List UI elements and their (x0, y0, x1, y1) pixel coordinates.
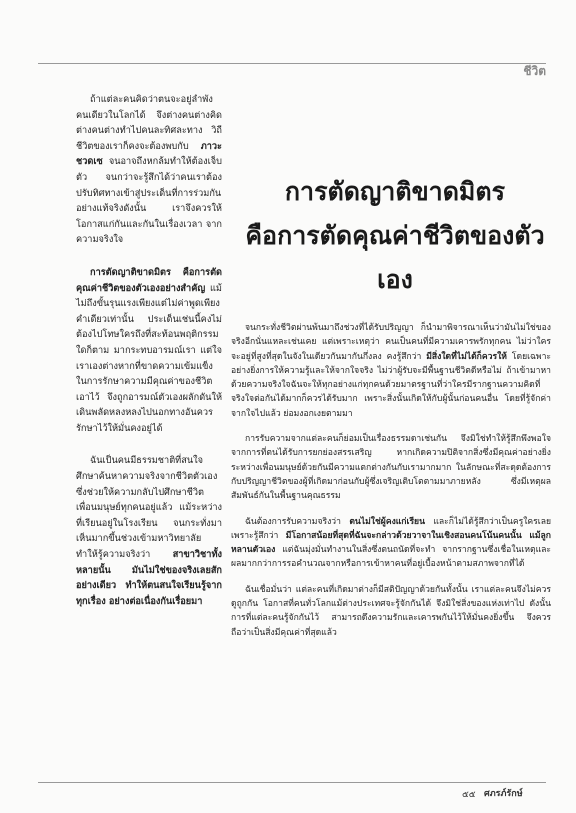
right-paragraph-3: ฉันต้องการรับความจริงว่า ตนไม่ใช่ผู้คงแก่เรียน และก็ไม่ได้รู้สึกว่าเป็นครูใครเลย เพราะรู้สึกว่า มีโอกาสน้อยที่สุดที่ฉันจะกล่าวด้วยวาจาในเชิงสอนคนโน้นคนนั้น แม้ลูกหลานตัวเอง แต่ฉันมุ่งมั่นทำงานในสิ่งซึ่งตนถนัดที่จะทำ จากรากฐานซึ่งเชื่อในเหตุและผลมากกว่าการรอคำนวณจากหรือการเข้าหาคนที่อยู่เบื้องหน้าตามสภาพจากที่ได้ (231, 516, 552, 570)
footer-rule (38, 782, 546, 783)
left-paragraph-1: ถ้าแต่ละคนคิดว่าตนจะอยู่ลำพังคนเดียวในโลกได้ จึงต่างคนต่างคิดต่างคนต่างทำไปคนละทิศละทาง วิถีชีวิตของเราก็คงจะต้องพบกับ ภาวะชวดเซ จนอาจถึงหกล้มทำให้ต้องเจ็บตัว จนกว่าจะรู้สึกได้ว่าคนเราต้องปรับทิศทางเข้าสู่ประเด็นที่การร่วมกันอย่างแท้จริงดังนั้น เราจึงควรให้โอกาสแก่กันและกันในเรื่องเวลา จากความจริงใจ (76, 94, 222, 246)
left-column (76, 92, 222, 626)
headline-line-2: คือการตัดคุณค่าชีวิตของตัวเอง (245, 221, 545, 294)
right-column (231, 321, 551, 651)
header-rule (38, 63, 546, 64)
right-paragraph-2: การรับความจากแต่ละคนก็ย่อมเป็นเรื่องธรรมดาเช่นกัน จึงมิใช่ทำให้รู้สึกพึงพอใจจากการที่ตนได้รับการยกย่องสรรเสริญ หากเกิดความปิติจากสิ่งซึ่งมีคุณค่าอย่างยิ่งระหว่างเพื่อนมนุษย์ด้วยกันมีความแตกต่างกันกับเรามากมาก ในลักษณะที่สะดุดต้องการกับปริญญาชีวิตของผู้ที่เกิดมาก่อนกับผู้ซึ่งเจริญเติบโตตามมาภายหลัง ซึ่งมีเหตุผลสัมพันธ์กันในพื้นฐานคุณธรรม (231, 434, 551, 502)
article-headline (236, 170, 554, 302)
headline-line-1: การตัดญาติขาดมิตร (284, 177, 506, 206)
left-paragraph-3: ฉันเป็นคนมีธรรมชาติที่สนใจศึกษาค้นหาความจริงจากชีวิตตัวเอง ซึ่งช่วยให้ความกลับไปศึกษาชีวิตเพื่อนมนุษย์ทุกคนอยู่แล้ว แม้ระหว่างที่เรียนอยู่ในโรงเรียน จนกระทั่งมาเห็นมากขึ้นช่วงเข้ามหาวิทยาลัย ทำให้รู้ความจริงว่า สาขาวิชาทั้งหลายนั้น มันไม่ใช่ของจริงเลยสักอย่างเดียว ทำให้ตนสนใจเรียนรู้จากทุกเรื่อง อย่างต่อเนื่องกันเรื่อยมา (76, 455, 222, 607)
publisher-logo: ศภรภ์รักษ์ (484, 789, 523, 799)
page-number: ๕๕ (462, 790, 476, 800)
section-tag: ชีวิต (523, 64, 546, 78)
right-paragraph-1: จนกระทั่งชีวิตผ่านพ้นมาถึงช่วงที่ได้รับปริญญา ก็นำมาพิจารณาเห็นว่ามันไม่ใช่ของจริงอีกนั่นแหละเช่นเคย แต่เพราะเหตุว่า คนเป็นคนที่มีความเคารพรักทุกคน ไม่ว่าใครจะอยู่ที่สูงที่สุดในจังในเดียวกันมากันกึ่งลง คงรู้สึกว่า มีสิ่งใดที่ไม่ได้ก็ควรให้ โดยเฉพาะอย่างยิ่งการให้ความรู้และให้จากใจจริง ไม่ว่าผู้รับจะมีพื้นฐานชีวิตดีหรือไม่ ถ้าเข้ามาหาด้วยความจริงใจฉันจะให้ทุกอย่างแก่ทุกคนด้วยมาตรฐานที่ว่าใครมีรากฐานความคิดที่จริงใจต่อกันได้มากก็ควรได้รับมาก เพราะสิ่งนั้นเกิดให้กับผู้นั้นก่อนคนอื่น โดยที่รู้จักค่าจากใจไปแล้ว ย่อมงอกเงยตามมา (231, 323, 552, 419)
right-paragraph-4: ฉันเชื่อมั่นว่า แต่ละคนที่เกิดมาต่างก็มีสติปัญญาด้วยกันทั้งนั้น เราแต่ละคนจึงไม่ควรดูถูกกัน โอกาสที่คนทั่วโลกแม้ต่างประเทศจะรู้จักกันได้ จึงมิใช่สิ่งของแห่งเท่าไป ดังนั้นการที่แต่ละคนรู้จักกันไว้ สามารถดึงความรักและเคารพกันไว้ให้มั่นคงยิ่งขึ้น จึงควรถือว่าเป็นสิ่งมีคุณค่าที่สุดแล้ว (231, 584, 551, 638)
left-paragraph-2: การตัดญาติขาดมิตร คือการตัดคุณค่าชีวิตของตัวเองอย่างสำคัญ แม้ไม่ถึงขั้นรุนแรงเพียงแต่ไม่ค่าพูดเพียงคำเดียวเท่านั้น ประเด็นเช่นนี้คงไม่ต้องไปโทษใครถึงที่สะท้อนพฤติกรรมใดก็ตาม มากระทบอารมณ์เรา แต่ใจเราเองต่างหากที่ขาดความเข้มแข็งในการรักษาความมีคุณค่าของชีวิตเอาไว้ จึงถูกอารมณ์ตัวเองผลักดันให้เดินพลัดหลงหลงไปนอกทางอันควรรักษาไว้ให้มั่นคงอยู่ได้ (76, 266, 222, 434)
